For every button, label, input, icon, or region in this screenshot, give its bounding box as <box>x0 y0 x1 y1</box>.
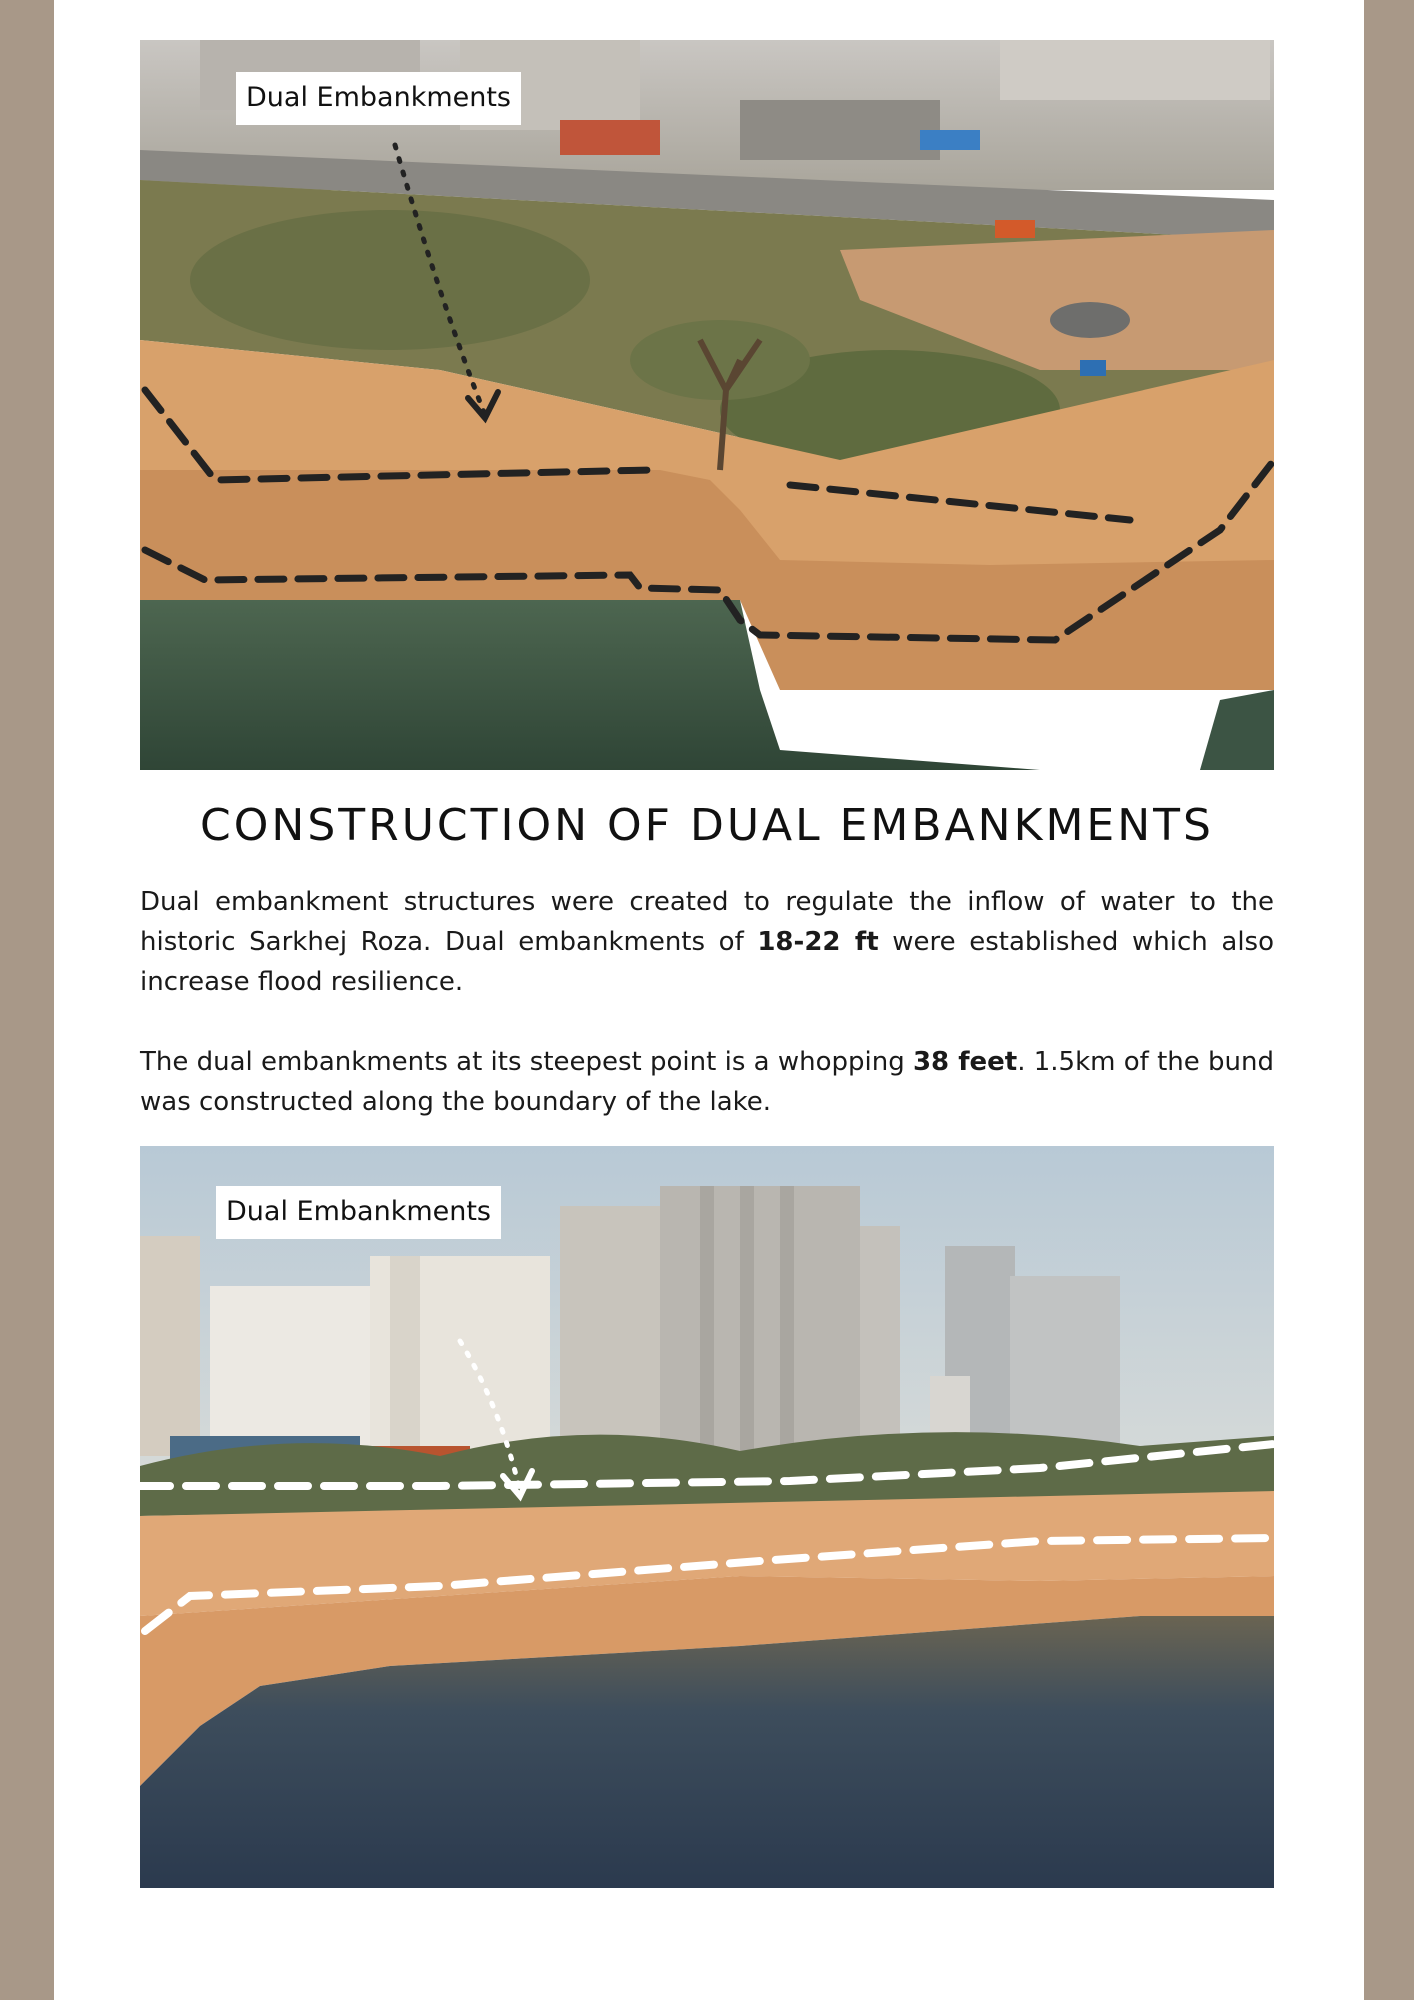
paragraph1-text-after: were established which also increase flood resilience. <box>140 927 1274 997</box>
paragraph2-bold: 38 feet <box>912 1047 1018 1077</box>
photo2-label: Dual Embankments <box>216 1186 501 1239</box>
lake-embankment-photo <box>140 1146 1274 1888</box>
paragraph-embankment-height <box>140 1042 1274 1122</box>
aerial-photo-illustration <box>140 40 1274 770</box>
paragraph2-text-before: The dual embankments at its steepest point is a whopping <box>140 1047 913 1077</box>
page <box>54 0 1364 2000</box>
paragraph1-text-before: Dual embankment structures were created to regulate the inflow of water to the historic Sarkhej Roza. Dual embankments of <box>140 887 1274 957</box>
section-title: CONSTRUCTION OF DUAL EMBANKMENTS <box>200 800 1214 851</box>
aerial-embankment-photo <box>140 40 1274 770</box>
paragraph-embankment-purpose <box>140 882 1274 1002</box>
lake-photo-illustration <box>140 1146 1274 1888</box>
paragraph2-text-after: . 1.5km of the bund was constructed along the boundary of the lake. <box>140 1047 1274 1117</box>
paragraph1-bold: 18-22 ft <box>757 927 879 957</box>
photo1-label: Dual Embankments <box>236 72 521 125</box>
